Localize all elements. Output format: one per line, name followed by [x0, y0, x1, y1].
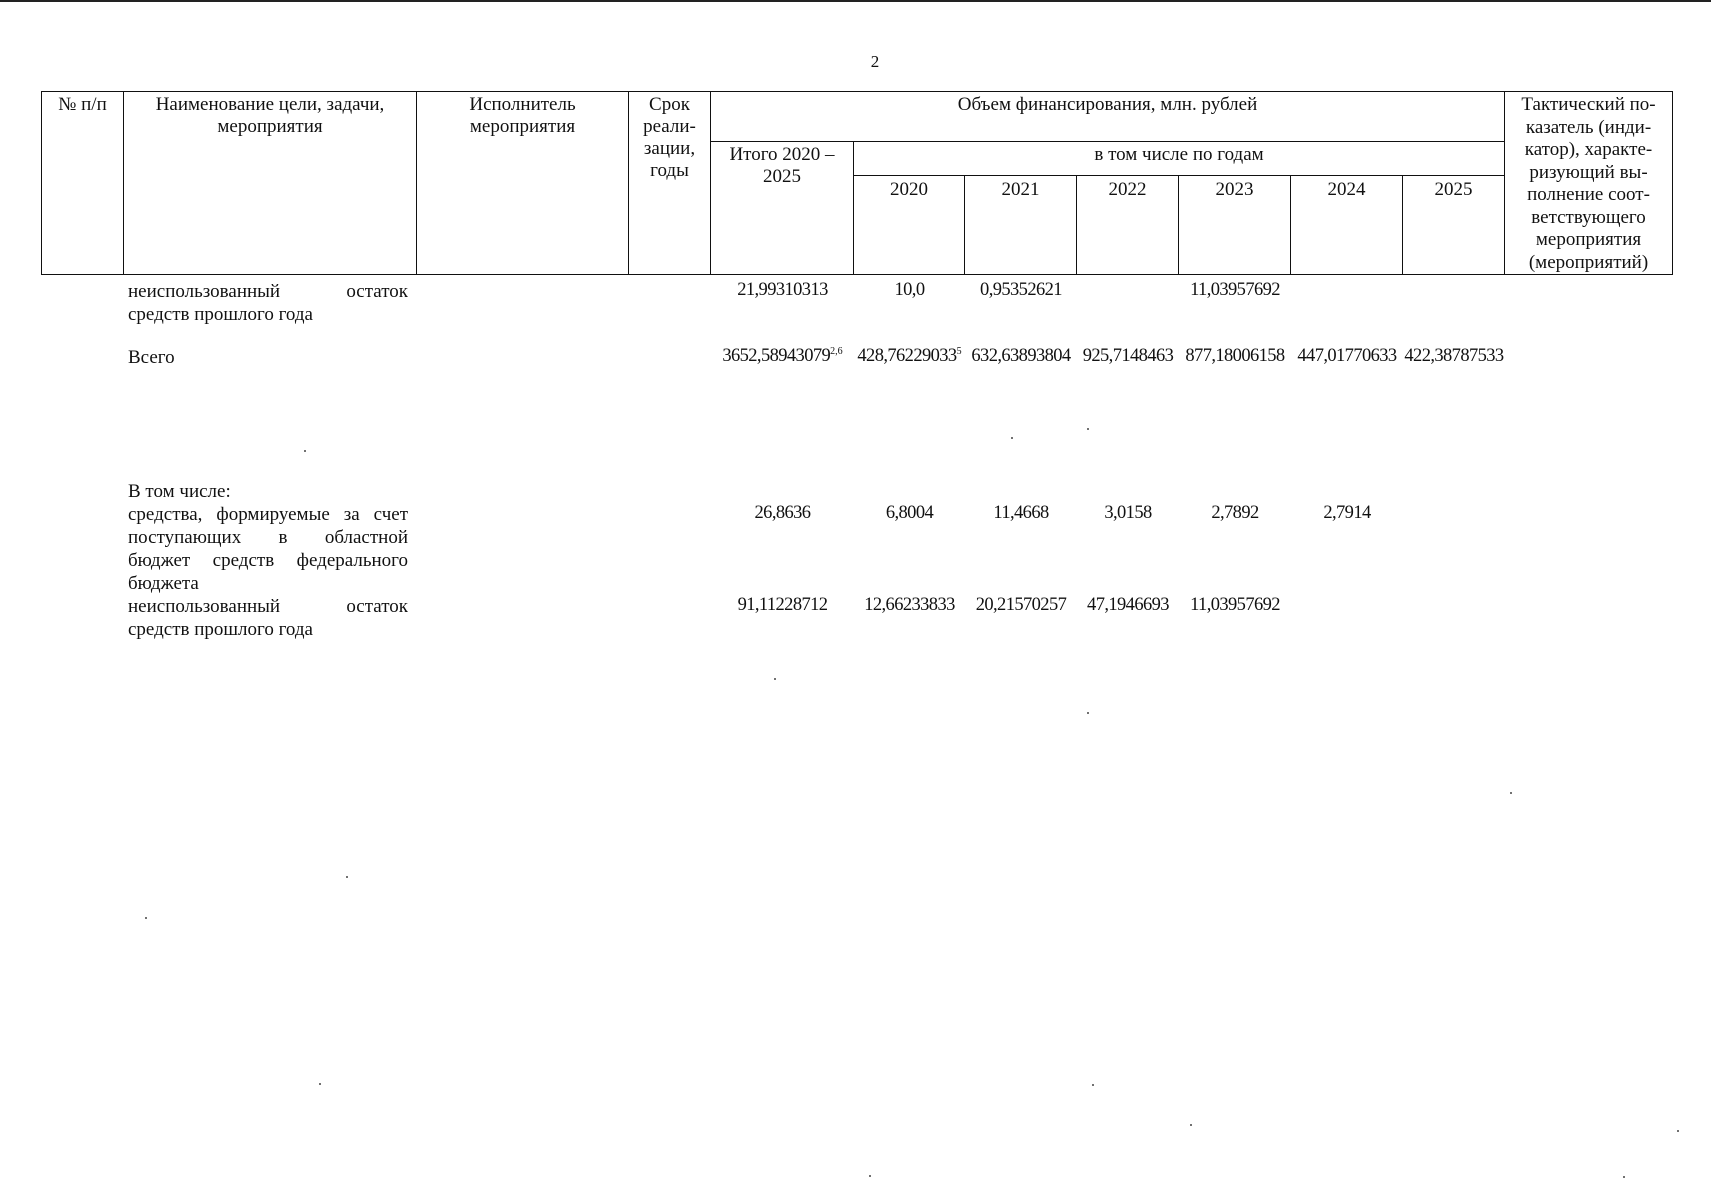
header-executor: Исполнитель мероприятия [417, 92, 629, 275]
header-year-2020: 2020 [854, 176, 965, 275]
row-total-2024: 447,01770633 [1297, 346, 1397, 366]
row-federal-2024: 2,7914 [1323, 503, 1371, 523]
header-year-2025: 2025 [1403, 176, 1505, 275]
row-federal-label: средства, формируемые за счет поступающих в областной бюджет средств федерального бюджета [128, 504, 408, 594]
scan-speck [1190, 1124, 1192, 1126]
scan-speck [1510, 792, 1512, 794]
row-federal-2021: 11,4668 [993, 503, 1049, 523]
row-unused-2-total: 91,11228712 [737, 595, 828, 615]
header-total: Итого 2020 – 2025 [711, 142, 854, 275]
scan-speck [774, 678, 776, 680]
scan-speck [145, 917, 147, 919]
header-name: Наименование цели, задачи, мероприятия [124, 92, 417, 275]
header-year-2022: 2022 [1077, 176, 1179, 275]
row-unused-2-label: неиспользованный остаток средств прошлого года [128, 596, 408, 640]
table-header [41, 91, 1673, 275]
row-total-2022: 925,7148463 [1082, 346, 1174, 366]
row-unused-1-2020: 10,0 [894, 280, 925, 300]
scan-speck [1087, 712, 1089, 714]
header-year-2024: 2024 [1291, 176, 1403, 275]
row-unused-1-2023: 11,03957692 [1190, 280, 1280, 300]
scan-speck [1087, 428, 1089, 430]
row-federal-2023: 2,7892 [1211, 503, 1259, 523]
header-indicator: Тактический по- казатель (инди- катор), характе- ризующий вы- полнение соот- ветствующего мероприятия (мероприятий) [1505, 92, 1673, 275]
row-including-label: В том числе: [128, 481, 231, 502]
row-unused-1-total: 21,99310313 [737, 280, 828, 300]
row-unused-1-2021: 0,95352621 [980, 280, 1062, 300]
scan-speck [346, 876, 348, 878]
row-unused-1-label: неиспользованный остаток средств прошлого года [128, 281, 408, 325]
scan-speck [1092, 1084, 1094, 1086]
row-total-2023: 877,18006158 [1185, 346, 1285, 366]
row-federal-total: 26,8636 [754, 503, 811, 523]
scan-speck [1011, 437, 1013, 439]
row-federal-2022: 3,0158 [1104, 503, 1152, 523]
scan-speck [1677, 1130, 1679, 1132]
header-term: Срок реали- зации, годы [629, 92, 711, 275]
row-total-2020: 428,76229033$^5$ [857, 346, 962, 367]
row-unused-2-2020: 12,66233833 [864, 595, 955, 615]
row-unused-2-2021: 20,21570257 [975, 595, 1067, 615]
header-year-2023: 2023 [1179, 176, 1291, 275]
scan-top-border [0, 0, 1711, 2]
row-total-2025: 422,38787533 [1404, 346, 1504, 366]
row-total-label: Всего [128, 347, 175, 368]
row-federal-2020: 6,8004 [885, 503, 934, 523]
row-total-2021: 632,63893804 [971, 346, 1071, 366]
header-by-years: в том числе по годам [854, 142, 1505, 176]
scan-speck [1623, 1176, 1625, 1178]
page-number: 2 [870, 52, 880, 71]
row-unused-2-2022: 47,1946693 [1087, 595, 1169, 615]
header-funding: Объем финансирования, млн. рублей [711, 92, 1505, 142]
header-year-2021: 2021 [965, 176, 1077, 275]
scan-speck [319, 1083, 321, 1085]
row-total-total: 3652,58943079$^{2,6}$ [722, 346, 843, 367]
scan-speck [304, 450, 306, 452]
scan-speck [869, 1175, 871, 1177]
row-unused-2-2023: 11,03957692 [1190, 595, 1280, 615]
header-no: № п/п [42, 92, 124, 275]
